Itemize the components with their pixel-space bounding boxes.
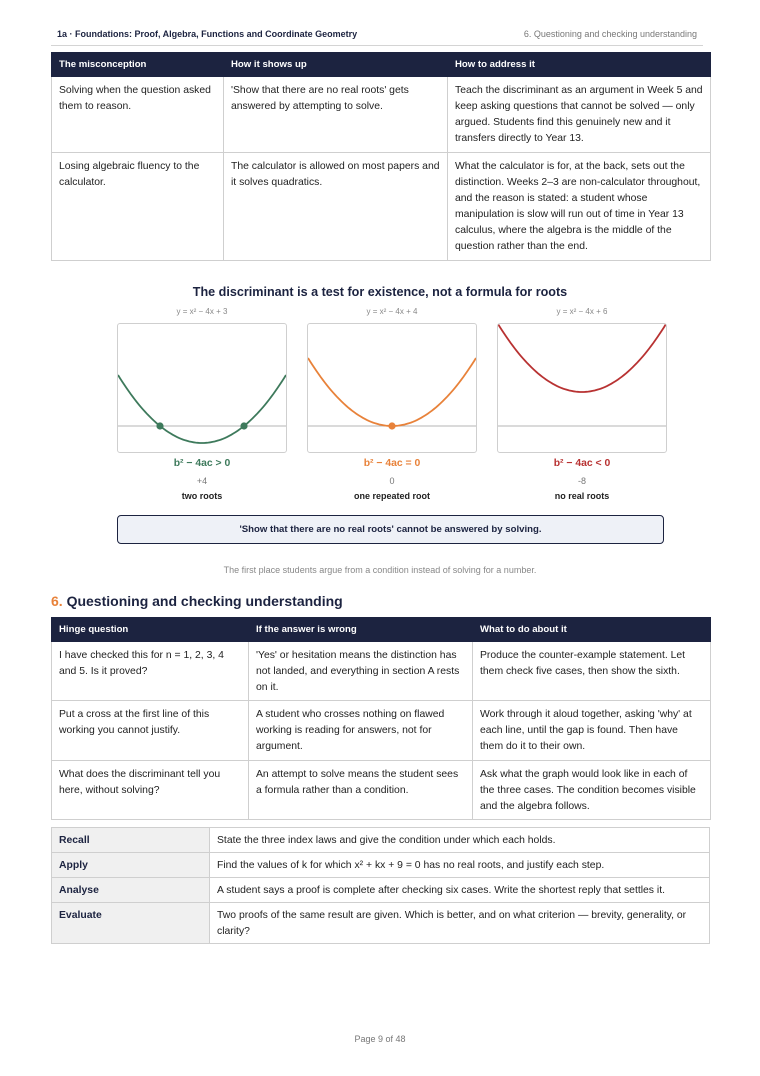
course-title: 1a · Foundations: Proof, Algebra, Functions and Coordinate Geometry [57,29,358,39]
table-cell: Ask what the graph would look like in each of the three cases. The condition becomes visible and the algebra follows. [473,761,711,820]
figure-caption: The first place students argue from a condition instead of solving for a number. [223,565,537,575]
bloom-task: Two proofs of the same result are given. Which is better, and on what criterion — brevity, generality, or clarity? [210,903,710,944]
table-cell: Put a cross at the first line of this working you cannot justify. [52,701,249,761]
table-row [52,828,710,853]
table-cell: I have checked this for n = 1, 2, 3, 4 and 5. Is it proved? [52,642,249,701]
table-cell: Solving when the question asked them to reason. [52,77,224,153]
parabola-curve [498,324,666,392]
bloom-task: Find the values of k for which x² + kx + 9 = 0 has no real roots, and justify each step. [210,853,710,878]
table-cell: What does the discriminant tell you here, without solving? [52,761,249,820]
roots-label: no real roots [554,491,610,501]
table-cell: Produce the counter-example statement. Let them check five cases, then show the sixth. [473,642,711,701]
roots-label: two roots [181,491,223,501]
col-header-what-to-do: What to do about it [473,618,711,642]
misconceptions-table [51,52,711,261]
panel-equation: y = x² − 4x + 4 [366,307,418,316]
col-header-hinge-question: Hinge question [52,618,249,642]
discriminant-condition: b² − 4ac = 0 [363,458,421,469]
bloom-questions-table [51,827,710,944]
bloom-task: A student says a proof is complete after checking six cases. Write the shortest reply that settles it. [210,878,710,903]
discriminant-value: 0 [389,476,395,486]
col-header-how-it-shows: How it shows up [224,53,448,77]
table-row [52,701,711,761]
table-row [52,853,710,878]
section-title: Questioning and checking understanding [66,593,343,609]
root-point [388,422,395,429]
root-point [240,422,247,429]
roots-label: one repeated root [353,491,430,501]
table-cell: What the calculator is for, at the back, sets out the distinction. Weeks 2–3 are non-calculator throughout, and the reason is stated: a student whose manipulation is slow will run out of time in Year 13 calculus, where the algebra is the middle of the question rather than the end. [448,153,711,261]
section-number: 6. [51,593,63,609]
col-header-misconception: The misconception [52,53,224,77]
discriminant-condition: b² − 4ac < 0 [553,458,611,469]
table-cell: A student who crosses nothing on flawed working is reading for answers, not for argument. [249,701,473,761]
section-heading [51,593,343,609]
discriminant-value: -8 [577,476,586,486]
section-running-title: 6. Questioning and checking understanding [523,29,697,39]
bloom-level: Recall [52,828,210,853]
table-row [52,903,710,944]
graph-panel-no-roots [497,323,667,453]
col-header-how-to-address: How to address it [448,53,711,77]
bloom-level: Evaluate [52,903,210,944]
figure-title: The discriminant is a test for existence, not a formula for roots [192,285,568,299]
bloom-task: State the three index laws and give the condition under which each holds. [210,828,710,853]
graph-panel-one-root [307,323,477,453]
bloom-level: Analyse [52,878,210,903]
callout-box: 'Show that there are no real roots' cannot be answered by solving. [117,515,664,544]
table-cell: Work through it aloud together, asking 'why' at each line, until the gap is found. Then have them do it to their own. [473,701,711,761]
root-point [156,422,163,429]
table-cell: 'Show that there are no real roots' gets answered by attempting to solve. [224,77,448,153]
bloom-level: Apply [52,853,210,878]
col-header-if-wrong: If the answer is wrong [249,618,473,642]
panel-equation: y = x² − 4x + 6 [556,307,608,316]
parabola-curve [118,375,286,443]
graph-panel-two-roots [117,323,287,453]
table-row [52,77,711,153]
discriminant-value: +4 [196,476,208,486]
page-number: Page 9 of 48 [354,1034,406,1044]
table-cell: Teach the discriminant as an argument in Week 5 and keep asking questions that cannot be solved — only argued. Students find this genuinely new and it transfers directly to Year 13. [448,77,711,153]
table-cell: Losing algebraic fluency to the calculator. [52,153,224,261]
running-header [51,29,703,46]
parabola-graph [308,324,476,452]
table-row [52,878,710,903]
table-row [52,761,711,820]
panel-equation: y = x² − 4x + 3 [176,307,228,316]
table-cell: An attempt to solve means the student sees a formula rather than a condition. [249,761,473,820]
discriminant-condition: b² − 4ac > 0 [173,458,231,469]
table-row [52,153,711,261]
table-cell: The calculator is allowed on most papers and it solves quadratics. [224,153,448,261]
table-cell: 'Yes' or hesitation means the distinction has not landed, and everything in section A rests on it. [249,642,473,701]
table-row [52,642,711,701]
hinge-questions-table [51,617,711,820]
parabola-graph [498,324,666,452]
parabola-curve [308,358,476,426]
parabola-graph [118,324,286,452]
